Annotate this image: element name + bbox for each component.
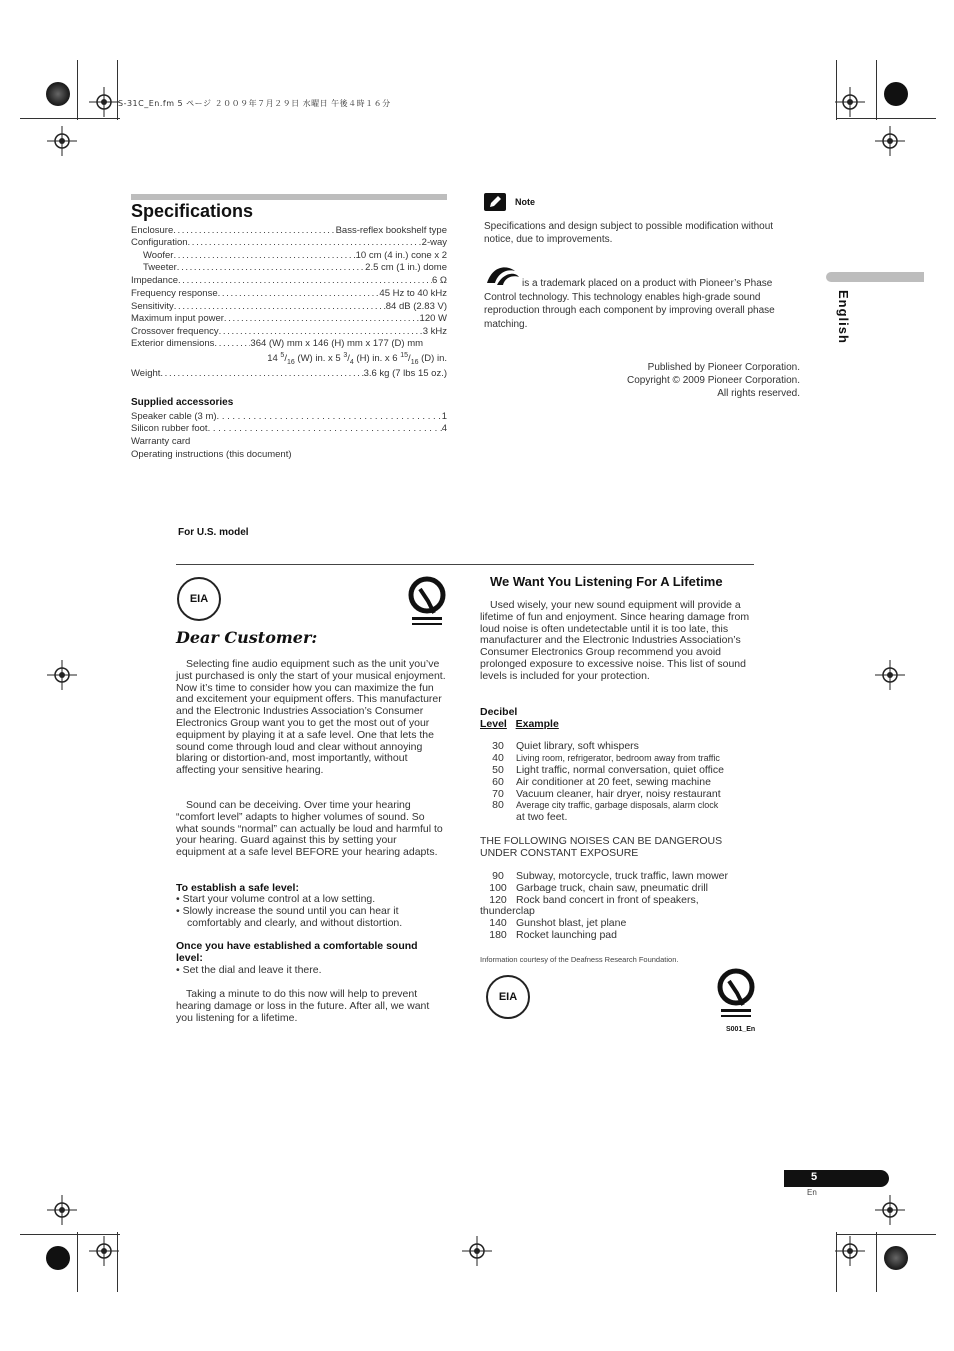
- accessory-row: Silicon rubber foot . . . 4: [131, 423, 447, 434]
- decibel-row: 30 Quiet library, soft whispers: [492, 740, 639, 752]
- spec-row: Exterior dimensions . . . 364 (W) mm x 146 (H) mm x 177 (D) mm: [131, 338, 447, 349]
- note-text: Specifications and design subject to possible modification without notice, due to improvements.: [484, 221, 774, 245]
- decibel-row: 140 Gunshot blast, jet plane: [489, 917, 627, 929]
- lifetime-intro: Used wisely, your new sound equipment will provide a lifetime of fun and enjoyment. Since hearing damage from loud noise is often undetectable until it is too late, this manufacturer and the Electronic Industries Association’s Consumer Electronics Group recommend you avoid prolonged exposure to excessive noise. This list of sound levels is included for your protection.: [480, 599, 750, 682]
- decibel-row: 40 Living room, refrigerator, bedroom away from traffic: [492, 752, 720, 764]
- comfort-level-list: • Set the dial and leave it there.: [176, 964, 322, 976]
- trademark-text: is a trademark placed on a product with Pioneer’s Phase Control technology. This technology enables high-grade sound reproduction through each component by improving overall phase matching.: [484, 278, 775, 330]
- header-file-info: S-31C_En.fm 5 ページ ２００９年７月２９日 水曜日 午後４時１６分: [118, 99, 391, 108]
- crop-mark: [117, 60, 118, 120]
- accessory-row: Speaker cable (3 m) . . . 1: [131, 411, 447, 422]
- crop-mark: [20, 118, 120, 119]
- section-bar: [131, 194, 447, 200]
- safe-level-list: • Start your volume control at a low setting. • Slowly increase the sound until you can hear it comfortably and clearly, and without distortion.: [176, 893, 403, 929]
- registration-mark-icon: [875, 660, 905, 690]
- q-listening-logo-icon: [408, 575, 446, 631]
- spec-row: Configuration . . . 2-way: [131, 237, 447, 248]
- decibel-row: 80 Average city traffic, garbage disposals, alarm clock: [492, 799, 719, 811]
- registration-mark-icon: [47, 660, 77, 690]
- crop-mark: [836, 1232, 837, 1292]
- divider: [176, 564, 754, 565]
- crop-mark: [836, 1234, 936, 1235]
- accessories-heading: Supplied accessories: [131, 397, 234, 408]
- decibel-row: 90 Subway, motorcycle, truck traffic, lawn mower: [492, 870, 729, 882]
- courtesy-note: Information courtesy of the Deafness Research Foundation.: [480, 955, 679, 964]
- q-listening-logo-icon: [717, 967, 755, 1023]
- corner-target-icon: [46, 1246, 70, 1270]
- crop-mark: [876, 1232, 877, 1292]
- dear-customer-paragraph: Sound can be deceiving. Over time your hearing “comfort level” adapts to higher volumes of sound. So what sounds “normal” can actually be loud and harmful to your hearing. Guard against this by setting your equipment at a safe level BEFORE your hearing adapts.: [176, 799, 443, 859]
- page-language: En: [807, 1188, 817, 1197]
- crop-mark: [77, 60, 78, 120]
- decibel-row: 180 Rocket launching pad: [489, 929, 617, 941]
- corner-target-icon: [46, 82, 70, 106]
- registration-mark-icon: [462, 1236, 492, 1266]
- registration-mark-icon: [835, 87, 865, 117]
- lifetime-heading: We Want You Listening For A Lifetime: [490, 574, 723, 589]
- note-label: Note: [515, 197, 535, 207]
- eia-logo-icon: EIA: [486, 975, 530, 1019]
- registration-mark-icon: [89, 87, 119, 117]
- dear-customer-paragraph: Selecting fine audio equipment such as the unit you’ve just purchased is only the start of your musical enjoyment. Now it’s time to consider how you can maximize the fun and excitement your equipment offers. This manufacturer and the Electronic Industries Association’s Consumer Electronics Group want you to get the most out of your equipment by playing it at a safe level. One that lets the sound come through loud and clear without annoying blaring or distortion-and, most importantly, without affecting your sensitive hearing.: [176, 658, 446, 777]
- corner-target-icon: [884, 82, 908, 106]
- crop-mark: [836, 118, 936, 119]
- dear-customer-paragraph: Taking a minute to do this now will help to prevent hearing damage or loss in the future. After all, we want you listening for a lifetime.: [176, 988, 430, 1024]
- crop-mark: [77, 1232, 78, 1292]
- language-tab: [826, 272, 924, 282]
- registration-mark-icon: [89, 1236, 119, 1266]
- registration-mark-icon: [47, 126, 77, 156]
- safe-level-heading: To establish a safe level:: [176, 882, 299, 894]
- decibel-table-header: Decibel Level Example: [480, 706, 559, 730]
- spec-dimensions-inch: 14 $^5/_{16}$ (W) in. x 5 $^3/_4$ (H) in. x 6 $^{15}/_{16}$ (D) in.: [267, 352, 447, 367]
- crop-mark: [876, 60, 877, 120]
- decibel-row: 70 Vacuum cleaner, hair dryer, noisy restaurant: [492, 788, 721, 800]
- specifications-title: Specifications: [131, 201, 254, 221]
- accessory-row: Operating instructions (this document): [131, 449, 292, 460]
- crop-mark: [20, 1234, 120, 1235]
- note-pencil-icon: [484, 193, 506, 211]
- corner-target-icon: [884, 1246, 908, 1270]
- spec-row: Weight . . . 3.6 kg (7 lbs 15 oz.): [131, 368, 447, 379]
- spec-row: Frequency response . . . 45 Hz to 40 kHz: [131, 288, 447, 299]
- decibel-row-continuation: at two feet.: [516, 811, 568, 823]
- document-code: S001_En: [726, 1026, 756, 1033]
- crop-mark: [836, 60, 837, 120]
- page-number-tab: 5: [784, 1170, 889, 1187]
- spec-row: Woofer . . . 10 cm (4 in.) cone x 2: [143, 250, 447, 261]
- decibel-row: 100 Garbage truck, chain saw, pneumatic drill: [489, 882, 709, 894]
- registration-mark-icon: [47, 1195, 77, 1225]
- decibel-row: 60 Air conditioner at 20 feet, sewing machine: [492, 776, 711, 788]
- decibel-row: 120 Rock band concert in front of speakers,: [489, 894, 699, 906]
- language-label: English: [836, 290, 851, 344]
- spec-row: Sensitivity . . . 84 dB (2.83 V): [131, 301, 447, 312]
- eia-logo-icon: EIA: [177, 577, 221, 621]
- spec-row: Impedance . . . 6 Ω: [131, 275, 447, 286]
- us-model-label: For U.S. model: [178, 527, 249, 538]
- spec-row: Tweeter . . . 2.5 cm (1 in.) dome: [143, 262, 447, 273]
- decibel-row-continuation: thunderclap: [480, 905, 535, 917]
- comfort-level-heading: Once you have established a comfortable sound level:: [176, 940, 418, 964]
- spec-row: Maximum input power . . . 120 W: [131, 313, 447, 324]
- registration-mark-icon: [875, 126, 905, 156]
- crop-mark: [117, 1232, 118, 1292]
- dear-customer-heading: Dear Customer:: [176, 628, 318, 647]
- registration-mark-icon: [835, 1236, 865, 1266]
- spec-row: Crossover frequency . . . 3 kHz: [131, 326, 447, 337]
- accessory-row: Warranty card: [131, 436, 191, 447]
- registration-mark-icon: [875, 1195, 905, 1225]
- publisher-info: Published by Pioneer Corporation. Copyright © 2009 Pioneer Corporation. All rights reserved.: [626, 362, 800, 399]
- danger-heading: THE FOLLOWING NOISES CAN BE DANGEROUS UNDER CONSTANT EXPOSURE: [480, 835, 723, 859]
- decibel-row: 50 Light traffic, normal conversation, quiet office: [492, 764, 724, 776]
- spec-row: Enclosure . . . Bass-reflex bookshelf type: [131, 225, 447, 236]
